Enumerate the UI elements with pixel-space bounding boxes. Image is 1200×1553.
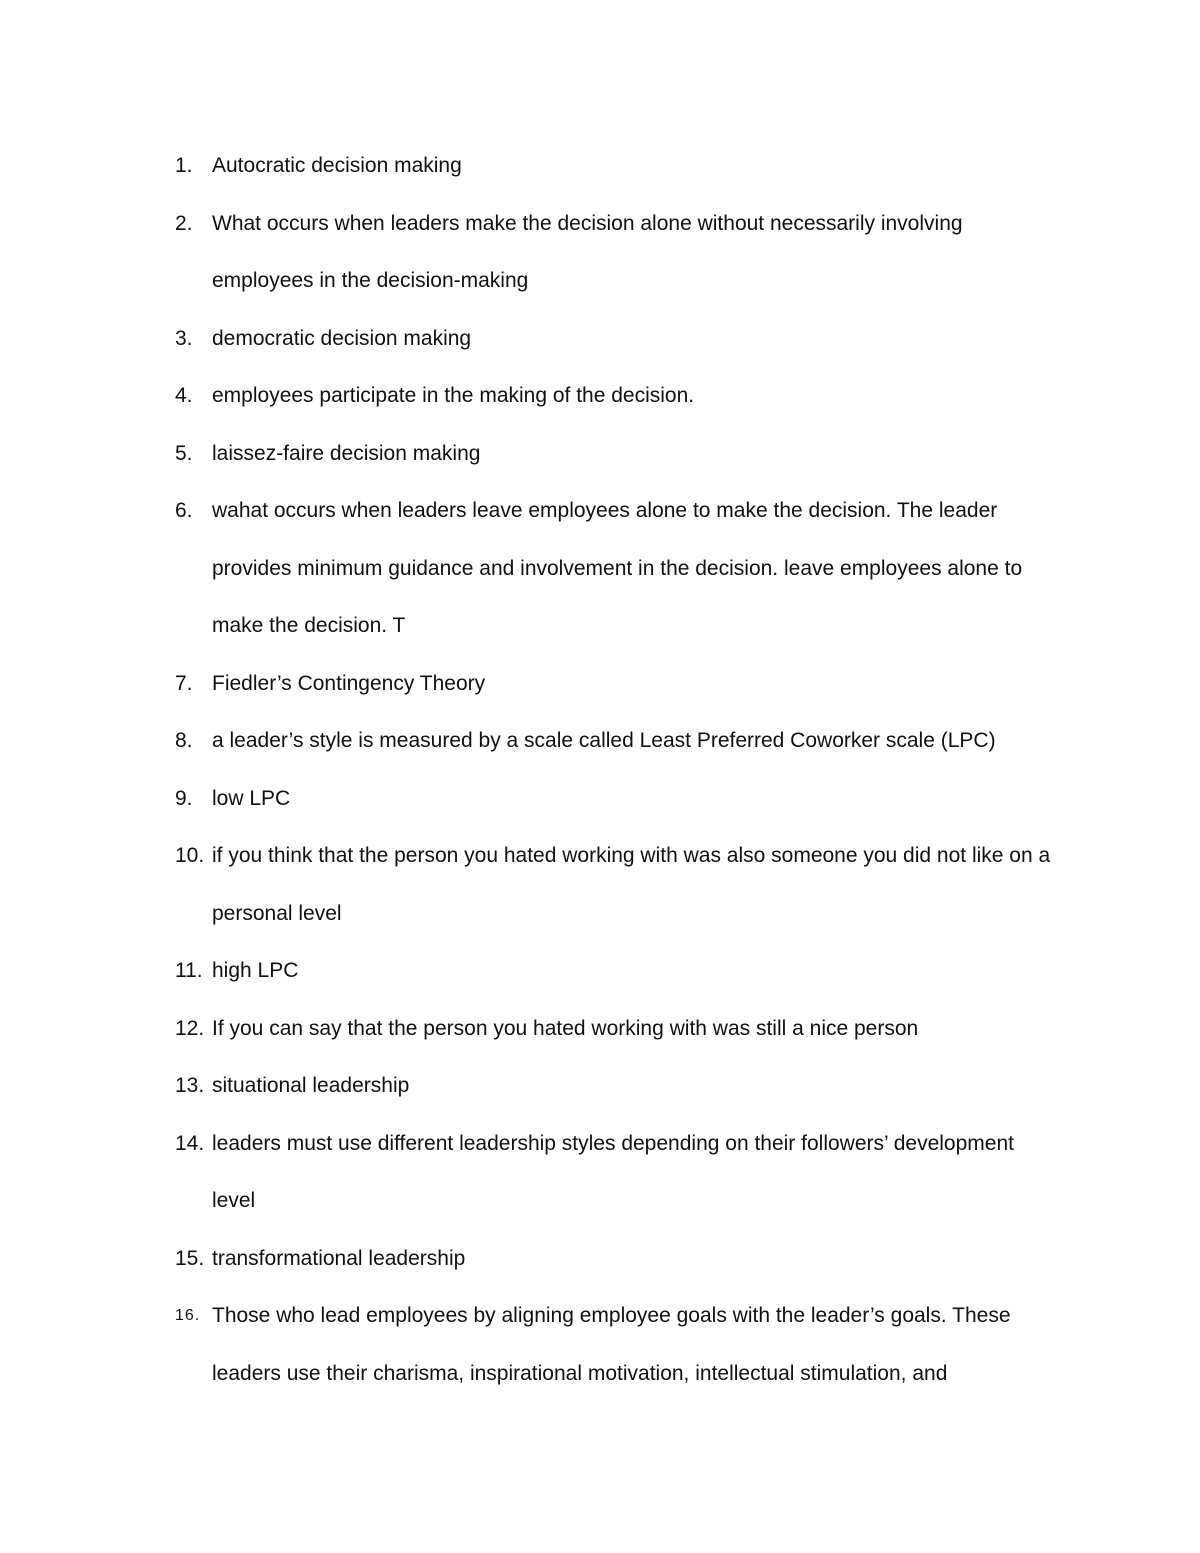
item-text: democratic decision making [212, 326, 472, 350]
item-number: 16. [175, 1307, 201, 1324]
item-text: Autocratic decision making [212, 154, 462, 177]
item-number: 13. [175, 1074, 205, 1097]
item-text: laissez-faire decision making [212, 441, 481, 465]
item-text: If you can say that the person you hated working with was still a nice person [212, 1016, 919, 1040]
list-item [175, 1000, 1075, 1058]
list-item [175, 655, 1075, 713]
item-number: 1. [175, 154, 193, 177]
item-number: 10. [175, 844, 205, 867]
item-text: if you think that the person you hated working with was also someone you did not like on a personal level [212, 844, 1051, 925]
list-item [175, 942, 1075, 1000]
list-item [175, 712, 1075, 770]
item-text: situational leadership [212, 1074, 410, 1097]
item-number: 9. [175, 786, 193, 810]
item-number: 15. [175, 1246, 205, 1270]
item-number: 4. [175, 384, 193, 407]
item-number: 6. [175, 499, 193, 522]
item-number: 8. [175, 729, 193, 752]
item-number: 14. [175, 1131, 205, 1155]
item-text: Those who lead employees by aligning employee goals with the leader’s goals. These leaders use their charisma, inspirational motivation, intellectual stimulation, and [212, 1304, 1011, 1385]
list-item [175, 137, 1075, 195]
list-item [175, 1230, 1075, 1288]
list-item [175, 310, 1075, 368]
item-number: 7. [175, 671, 193, 695]
numbered-list [175, 137, 1075, 1402]
list-item [175, 1287, 1075, 1402]
item-text: employees participate in the making of the decision. [212, 384, 695, 407]
item-text: Fiedler’s Contingency Theory [212, 671, 486, 695]
list-item [175, 827, 1075, 942]
item-text: a leader’s style is measured by a scale called Least Preferred Coworker scale (LPC) [212, 729, 996, 752]
list-item [175, 770, 1075, 828]
list-item [175, 367, 1075, 425]
list-item [175, 425, 1075, 483]
item-text: What occurs when leaders make the decision alone without necessarily involving employees in the decision-making [212, 211, 963, 292]
item-number: 12. [175, 1016, 205, 1040]
item-text: wahat occurs when leaders leave employees alone to make the decision. The leader provides minimum guidance and involvement in the decision. leave employees alone to make the decision. T [212, 499, 1023, 637]
item-number: 11. [175, 959, 203, 982]
list-item [175, 482, 1075, 655]
list-item [175, 1115, 1075, 1230]
item-text: leaders must use different leadership styles depending on their followers’ development level [212, 1131, 1014, 1212]
item-text: high LPC [212, 959, 299, 982]
item-text: transformational leadership [212, 1246, 466, 1270]
item-number: 2. [175, 211, 193, 235]
item-number: 3. [175, 326, 193, 350]
list-item [175, 1057, 1075, 1115]
item-text: low LPC [212, 786, 291, 810]
list-item [175, 195, 1075, 310]
item-number: 5. [175, 441, 193, 465]
